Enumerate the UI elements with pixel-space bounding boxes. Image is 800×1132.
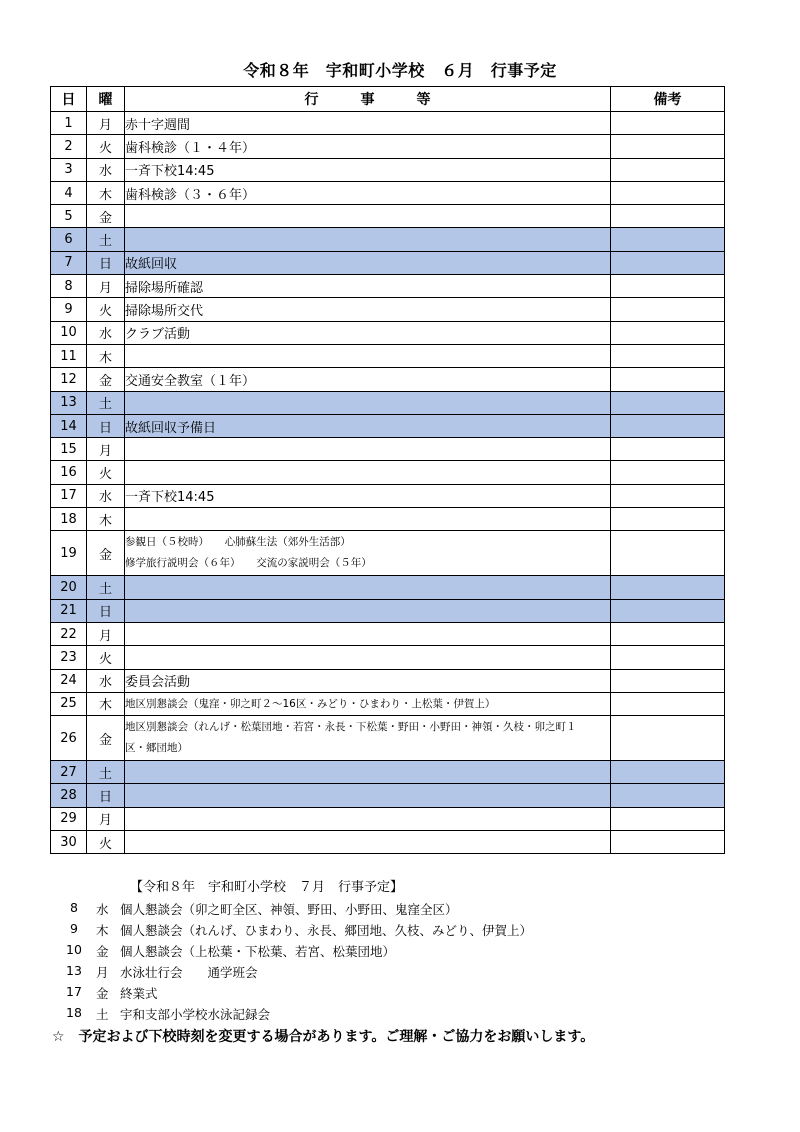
table-row xyxy=(51,576,725,599)
weekday-cell: 月 xyxy=(87,807,125,830)
weekday-cell: 火 xyxy=(87,646,125,669)
events-cell xyxy=(125,275,611,298)
day-cell: 24 xyxy=(51,669,87,692)
events-cell xyxy=(125,368,611,391)
day-cell: 2 xyxy=(51,135,87,158)
table-row xyxy=(51,761,725,784)
day-cell: 3 xyxy=(51,158,87,181)
table-row xyxy=(51,414,725,437)
list-item xyxy=(50,1003,750,1024)
list-item xyxy=(50,940,750,961)
july-day: 18 xyxy=(66,1005,82,1020)
table-row xyxy=(51,275,725,298)
table-row xyxy=(51,368,725,391)
day-cell: 9 xyxy=(51,298,87,321)
events-cell xyxy=(125,112,611,135)
notes-cell xyxy=(611,531,725,576)
notes-cell xyxy=(611,438,725,461)
july-day: 9 xyxy=(70,921,78,936)
notes-cell xyxy=(611,112,725,135)
weekday-cell: 火 xyxy=(87,298,125,321)
notes-cell xyxy=(611,275,725,298)
events-cell xyxy=(125,181,611,204)
notes-cell xyxy=(611,646,725,669)
table-row xyxy=(51,251,725,274)
weekday-cell: 日 xyxy=(87,414,125,437)
day-cell: 6 xyxy=(51,228,87,251)
table-row xyxy=(51,298,725,321)
day-cell: 1 xyxy=(51,112,87,135)
day-cell: 22 xyxy=(51,622,87,645)
notes-cell xyxy=(611,669,725,692)
july-event: 個人懇談会（れんげ、ひまわり、永長、郷団地、久枝、みどり、伊賀上） xyxy=(120,923,533,938)
table-row xyxy=(51,831,725,854)
table-row xyxy=(51,391,725,414)
events-cell xyxy=(125,599,611,622)
weekday-cell: 月 xyxy=(87,438,125,461)
notes-cell xyxy=(611,251,725,274)
table-row xyxy=(51,438,725,461)
notes-cell xyxy=(611,205,725,228)
notes-cell xyxy=(611,181,725,204)
table-row xyxy=(51,622,725,645)
events-cell xyxy=(125,622,611,645)
weekday-cell: 水 xyxy=(87,158,125,181)
day-cell: 13 xyxy=(51,391,87,414)
events-cell xyxy=(125,414,611,437)
events-cell xyxy=(125,646,611,669)
table-row xyxy=(51,807,725,830)
july-weekday: 土 xyxy=(96,1007,109,1022)
events-cell xyxy=(125,669,611,692)
event-text: 地区別懇談会（れんげ・松葉団地・若宮・永長・下松葉・野田・小野田・神領・久枝・卯之町１ xyxy=(125,721,577,734)
july-event: 終業式 xyxy=(120,986,158,1001)
list-item xyxy=(50,898,750,919)
events-cell xyxy=(125,438,611,461)
events-cell xyxy=(125,807,611,830)
event-text: 歯科検診（３・６年） xyxy=(125,187,256,203)
weekday-cell: 金 xyxy=(87,205,125,228)
events-cell xyxy=(125,784,611,807)
weekday-cell: 金 xyxy=(87,368,125,391)
notes-cell xyxy=(611,576,725,599)
day-cell: 29 xyxy=(51,807,87,830)
table-row xyxy=(51,692,725,715)
weekday-cell: 火 xyxy=(87,831,125,854)
weekday-cell: 月 xyxy=(87,275,125,298)
events-cell xyxy=(125,135,611,158)
notes-cell xyxy=(611,831,725,854)
day-cell: 21 xyxy=(51,599,87,622)
table-row xyxy=(51,112,725,135)
event-text: 修学旅行説明会（６年） 交流の家説明会（５年） xyxy=(125,557,372,570)
weekday-cell: 水 xyxy=(87,321,125,344)
weekday-cell: 水 xyxy=(87,669,125,692)
event-text: 参観日（５校時） 心肺蘇生法（郊外生活部） xyxy=(125,536,351,549)
events-cell xyxy=(125,531,611,576)
day-cell: 25 xyxy=(51,692,87,715)
july-event: 宇和支部小学校水泳記録会 xyxy=(120,1007,271,1022)
events-cell xyxy=(125,761,611,784)
event-text: 故紙回収予備日 xyxy=(125,420,217,436)
july-weekday: 水 xyxy=(96,902,109,917)
header-notes: 備考 xyxy=(611,87,725,112)
notes-cell xyxy=(611,508,725,531)
july-weekday: 金 xyxy=(96,944,109,959)
table-row xyxy=(51,669,725,692)
event-text: 掃除場所交代 xyxy=(125,304,204,320)
events-cell xyxy=(125,716,611,761)
list-item xyxy=(50,961,750,982)
notes-cell xyxy=(611,391,725,414)
event-text: 歯科検診（１・４年） xyxy=(125,140,256,156)
july-day: 8 xyxy=(70,900,78,915)
weekday-cell: 木 xyxy=(87,181,125,204)
day-cell: 8 xyxy=(51,275,87,298)
footer-note: ☆ 予定および下校時刻を変更する場合があります。ご理解・ご協力をお願いします。 xyxy=(52,1029,595,1045)
event-text: 一斉下校14:45 xyxy=(125,164,215,180)
events-cell xyxy=(125,251,611,274)
weekday-cell: 水 xyxy=(87,484,125,507)
header-events: 行 事 等 xyxy=(125,87,611,112)
july-day: 17 xyxy=(66,984,82,999)
table-row xyxy=(51,181,725,204)
event-text: 赤十字週間 xyxy=(125,117,191,133)
table-row xyxy=(51,205,725,228)
event-text: 故紙回収 xyxy=(125,257,178,273)
weekday-cell: 土 xyxy=(87,576,125,599)
day-cell: 15 xyxy=(51,438,87,461)
day-cell: 20 xyxy=(51,576,87,599)
weekday-cell: 火 xyxy=(87,135,125,158)
events-cell xyxy=(125,321,611,344)
weekday-cell: 月 xyxy=(87,622,125,645)
notes-cell xyxy=(611,344,725,367)
events-cell xyxy=(125,692,611,715)
weekday-cell: 土 xyxy=(87,391,125,414)
weekday-cell: 金 xyxy=(87,716,125,761)
event-text: 掃除場所確認 xyxy=(125,280,204,296)
july-title: 【令和８年 宇和町小学校 ７月 行事予定】 xyxy=(130,880,404,895)
day-cell: 28 xyxy=(51,784,87,807)
list-item xyxy=(50,982,750,1003)
notes-cell xyxy=(611,807,725,830)
page-title: 令和８年 宇和町小学校 ６月 行事予定 xyxy=(243,61,557,80)
table-row xyxy=(51,531,725,576)
day-cell: 5 xyxy=(51,205,87,228)
day-cell: 7 xyxy=(51,251,87,274)
day-cell: 30 xyxy=(51,831,87,854)
notes-cell xyxy=(611,599,725,622)
events-cell xyxy=(125,576,611,599)
day-cell: 12 xyxy=(51,368,87,391)
event-text: 委員会活動 xyxy=(125,675,191,691)
table-row xyxy=(51,716,725,761)
day-cell: 23 xyxy=(51,646,87,669)
notes-cell xyxy=(611,484,725,507)
day-cell: 11 xyxy=(51,344,87,367)
events-cell xyxy=(125,391,611,414)
july-event: 個人懇談会（卯之町全区、神領、野田、小野田、鬼窪全区） xyxy=(120,902,458,917)
events-cell xyxy=(125,228,611,251)
weekday-cell: 日 xyxy=(87,784,125,807)
notes-cell xyxy=(611,784,725,807)
day-cell: 16 xyxy=(51,461,87,484)
day-cell: 18 xyxy=(51,508,87,531)
list-item xyxy=(50,919,750,940)
notes-cell xyxy=(611,368,725,391)
notes-cell xyxy=(611,761,725,784)
notes-cell xyxy=(611,321,725,344)
day-cell: 10 xyxy=(51,321,87,344)
weekday-cell: 火 xyxy=(87,461,125,484)
notes-cell xyxy=(611,692,725,715)
event-text: 地区別懇談会（鬼窪・卯之町２～16区・みどり・ひまわり・上松葉・伊賀上） xyxy=(125,698,496,711)
table-row xyxy=(51,228,725,251)
july-event: 個人懇談会（上松葉・下松葉、若宮、松葉団地） xyxy=(120,944,396,959)
weekday-cell: 土 xyxy=(87,228,125,251)
notes-cell xyxy=(611,228,725,251)
events-cell xyxy=(125,158,611,181)
table-row xyxy=(51,646,725,669)
header-weekday: 曜 xyxy=(87,87,125,112)
table-row xyxy=(51,158,725,181)
table-row xyxy=(51,344,725,367)
event-text: 区・郷団地） xyxy=(125,742,188,755)
events-cell xyxy=(125,831,611,854)
table-row xyxy=(51,508,725,531)
notes-cell xyxy=(611,622,725,645)
event-text: 交通安全教室（１年） xyxy=(125,373,256,389)
weekday-cell: 日 xyxy=(87,599,125,622)
events-cell xyxy=(125,461,611,484)
july-day: 13 xyxy=(66,963,82,978)
events-cell xyxy=(125,205,611,228)
notes-cell xyxy=(611,158,725,181)
table-row xyxy=(51,461,725,484)
events-cell xyxy=(125,484,611,507)
table-row xyxy=(51,321,725,344)
events-cell xyxy=(125,298,611,321)
weekday-cell: 木 xyxy=(87,344,125,367)
day-cell: 19 xyxy=(51,531,87,576)
july-day: 10 xyxy=(66,942,82,957)
day-cell: 17 xyxy=(51,484,87,507)
table-row xyxy=(51,599,725,622)
notes-cell xyxy=(611,461,725,484)
weekday-cell: 日 xyxy=(87,251,125,274)
events-cell xyxy=(125,344,611,367)
weekday-cell: 木 xyxy=(87,508,125,531)
july-event: 水泳壮行会 通学班会 xyxy=(120,965,258,980)
table-row xyxy=(51,784,725,807)
table-row xyxy=(51,484,725,507)
event-text: 一斉下校14:45 xyxy=(125,490,215,506)
weekday-cell: 月 xyxy=(87,112,125,135)
notes-cell xyxy=(611,135,725,158)
day-cell: 27 xyxy=(51,761,87,784)
july-weekday: 木 xyxy=(96,923,109,938)
event-text: クラブ活動 xyxy=(125,327,191,343)
july-weekday: 月 xyxy=(96,965,109,980)
day-cell: 26 xyxy=(51,716,87,761)
events-cell xyxy=(125,508,611,531)
notes-cell xyxy=(611,716,725,761)
table-row xyxy=(51,135,725,158)
july-schedule-list xyxy=(50,898,750,1024)
notes-cell xyxy=(611,298,725,321)
weekday-cell: 土 xyxy=(87,761,125,784)
weekday-cell: 木 xyxy=(87,692,125,715)
header-row xyxy=(51,87,725,112)
july-weekday: 金 xyxy=(96,986,109,1001)
day-cell: 4 xyxy=(51,181,87,204)
header-day: 日 xyxy=(51,87,87,112)
day-cell: 14 xyxy=(51,414,87,437)
notes-cell xyxy=(611,414,725,437)
schedule-table xyxy=(50,86,725,854)
weekday-cell: 金 xyxy=(87,531,125,576)
